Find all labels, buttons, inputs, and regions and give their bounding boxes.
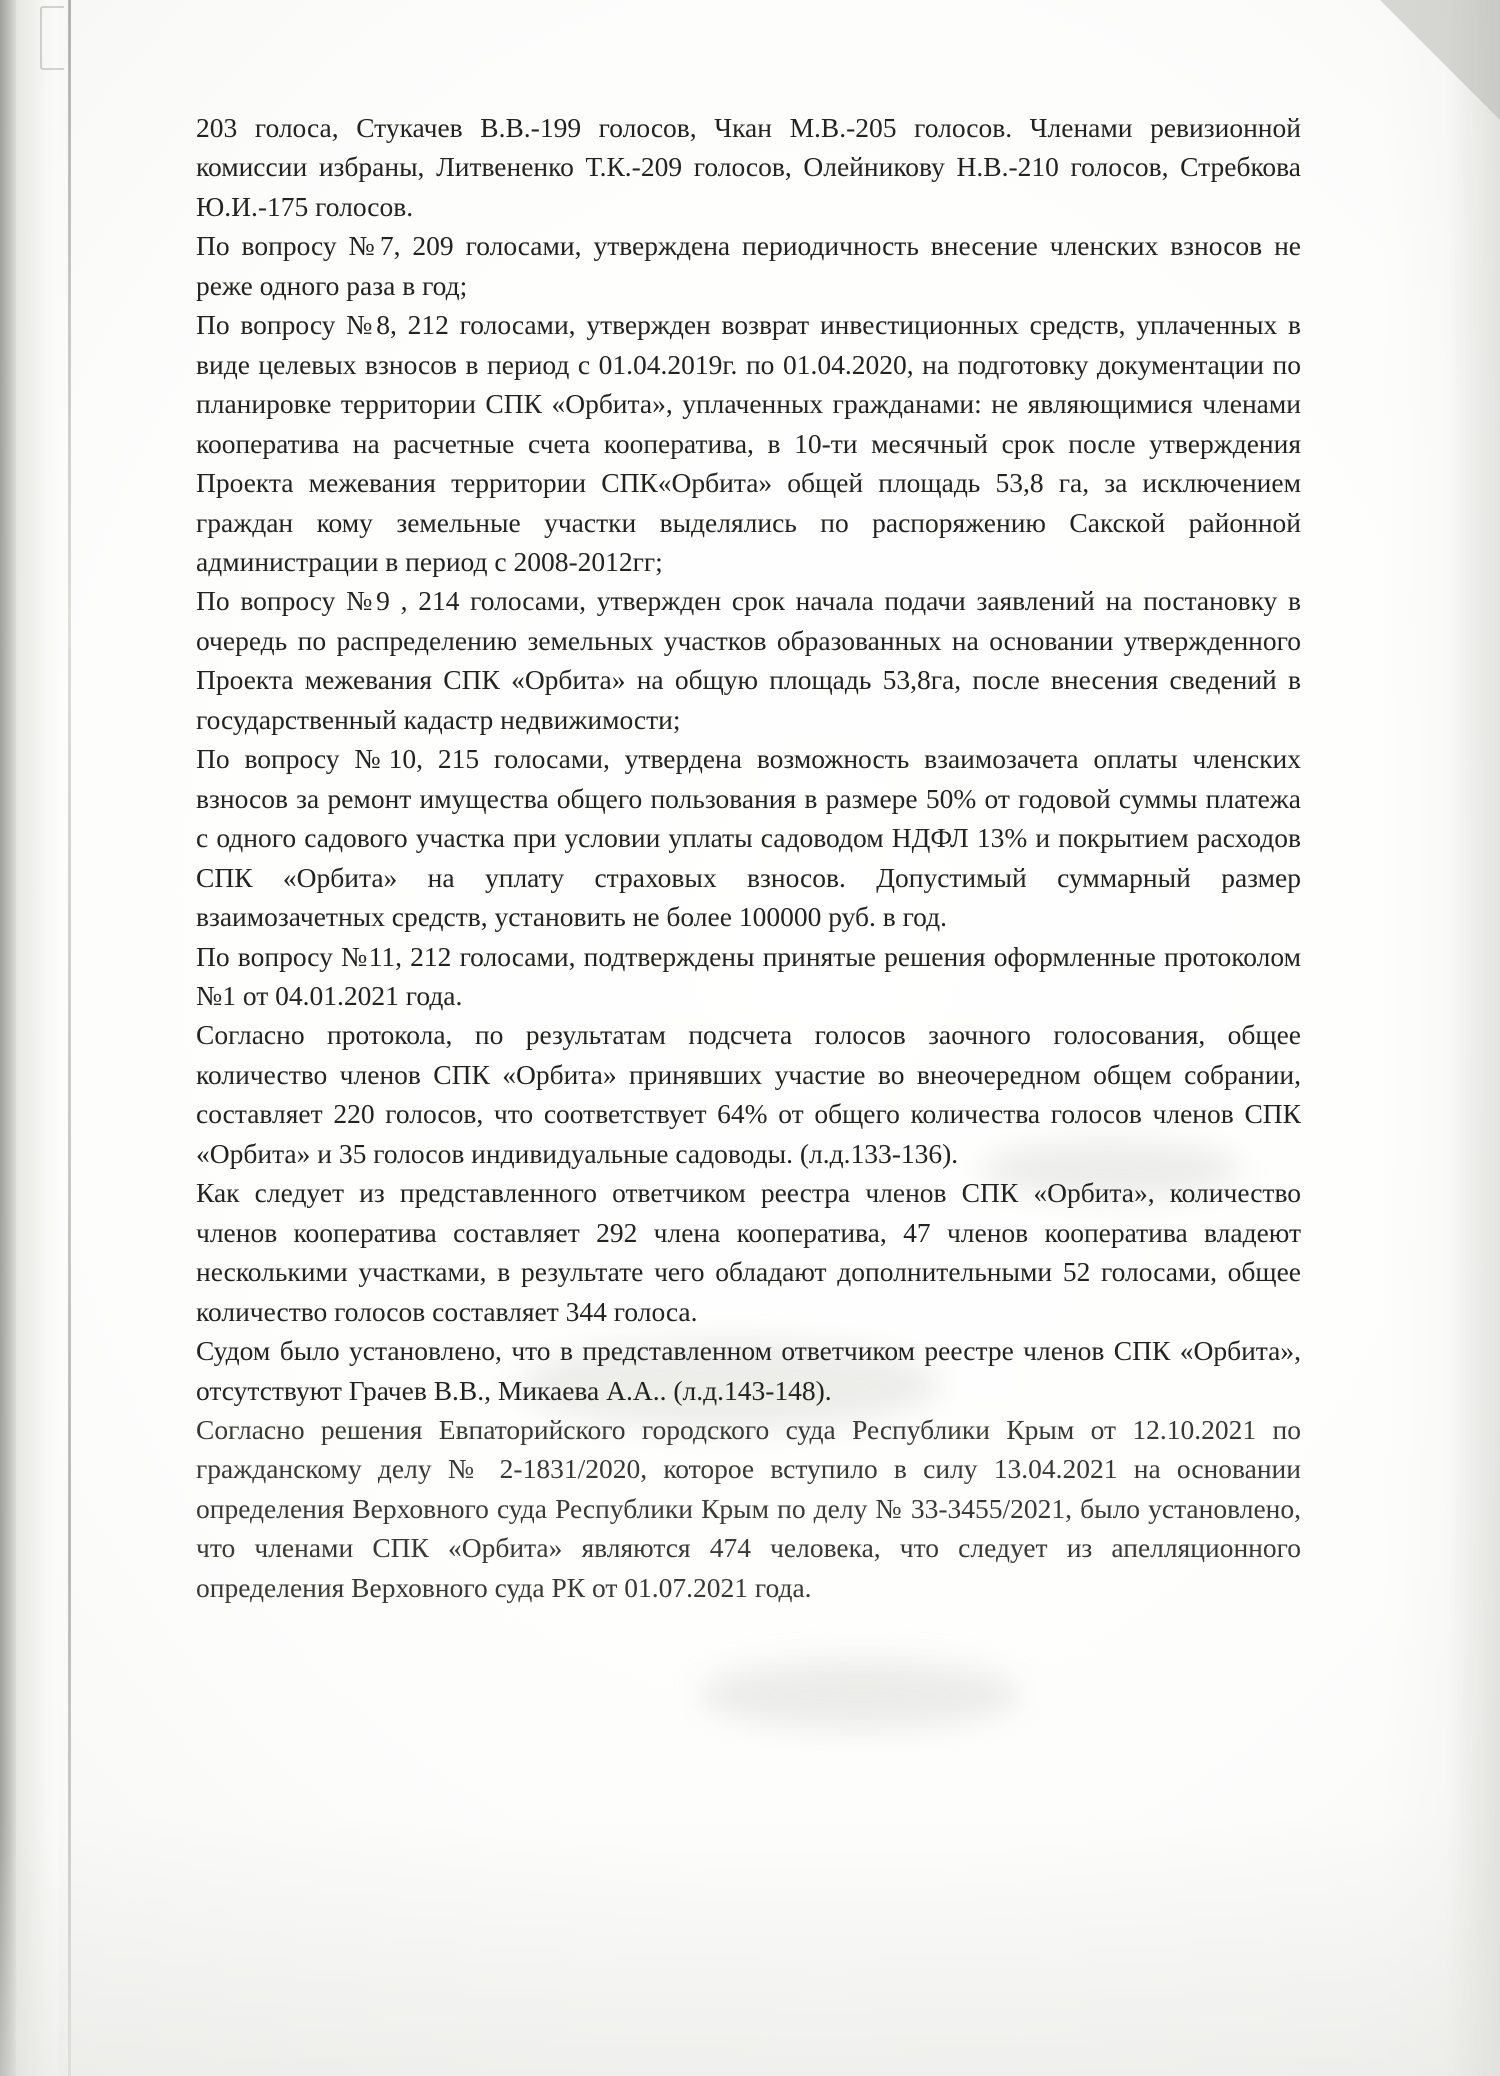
scan-paper-clip-mark: [40, 6, 64, 70]
document-text-body: [196, 108, 1301, 1607]
paragraph-protocol-summary: Согласно протокола, по результатам подсчета голосов заочного голосования, общее количество членов СПК «Орбита» принявших участие во внеочередном общем собрании, составляет 220 голосов, что соответствует 64% от общего количества голосов членов СПК «Орбита» и 35 голосов индивидуальные садоводы. (л.д.133-136).: [196, 1019, 1301, 1169]
scan-top-right-corner-fold: [1380, 0, 1500, 120]
scan-right-edge-shadow: [1380, 0, 1500, 2076]
paragraph-registry: Как следует из представленного ответчиком реестра членов СПК «Орбита», количество членов кооператива составляет 292 члена кооператива, 47 членов кооператива владеют несколькими участками, в результате чего обладают дополнительными 52 голосами, общее количество голосов составляет 344 голоса.: [196, 1177, 1301, 1327]
scan-bottom-shading: [0, 1816, 1500, 2076]
scan-binding-line: [68, 0, 71, 2076]
paragraph-question-11: По вопросу №11, 212 голосами, подтверждены принятые решения оформленные протоколом №1 от 04.01.2021 года.: [196, 940, 1301, 1011]
paragraph-question-7: По вопросу №7, 209 голосами, утверждена периодичность внесение членских взносов не реже одного раза в год;: [196, 230, 1301, 301]
paragraph-question-10: По вопросу №10, 215 голосами, утвердена возможность взаимозачета оплаты членских взносов за ремонт имущества общего пользования в размере 50% от годовой суммы платежа с одного садового участка при условии уплаты садоводом НДФЛ 13% и покрытием расходов СПК «Орбита» на уплату страховых взносов. Допустимый суммарный размер взаимозачетных средств, установить не более 100000 руб. в год.: [196, 743, 1301, 933]
paragraph-court-finding: Судом было установлено, что в представленном ответчиком реестре членов СПК «Орбита», отсутствуют Грачев В.В., Микаева А.А.. (л.д.143-148).: [196, 1335, 1301, 1406]
paragraph-question-8: По вопросу №8, 212 голосами, утвержден возврат инвестиционных средств, уплаченных в виде целевых взносов в период с 01.04.2019г. по 01.04.2020, на подготовку документации по планировке территории СПК «Орбита», уплаченных гражданами: не являющимися членами кооператива на расчетные счета кооператива, в 10-ти месячный срок после утверждения Проекта межевания территории СПК«Орбита» общей площадь 53,8 га, за исключением граждан кому земельные участки выделялись по распоряжению Сакской районной администрации в период с 2008-2012гг;: [196, 309, 1301, 577]
paragraph-vote-tally: 203 голоса, Стукачев В.В.-199 голосов, Чкан М.В.-205 голосов. Членами ревизионной комиссии избраны, Литвененко Т.К.-209 голосов, Олейникову Н.В.-210 голосов, Стребкова Ю.И.-175 голосов.: [196, 112, 1301, 222]
paragraph-evpatoria-ruling: Согласно решения Евпаторийского городского суда Республики Крым от 12.10.2021 по гражданскому делу № 2-1831/2020, которое вступило в силу 13.04.2021 на основании определения Верховного суда Республики Крым по делу № 33-3455/2021, было установлено, что членами СПК «Орбита» являются 474 человека, что следует из апелляционного определения Верховного суда РК от 01.07.2021 года.: [196, 1413, 1301, 1603]
scan-left-edge-dark-band: [0, 0, 16, 2076]
scan-blotch: [700, 1660, 1020, 1730]
paragraph-question-9: По вопросу №9 , 214 голосами, утвержден срок начала подачи заявлений на постановку в очередь по распределению земельных участков образованных на основании утвержденного Проекта межевания СПК «Орбита» на общую площадь 53,8га, после внесения сведений в государственный кадастр недвижимости;: [196, 585, 1301, 735]
